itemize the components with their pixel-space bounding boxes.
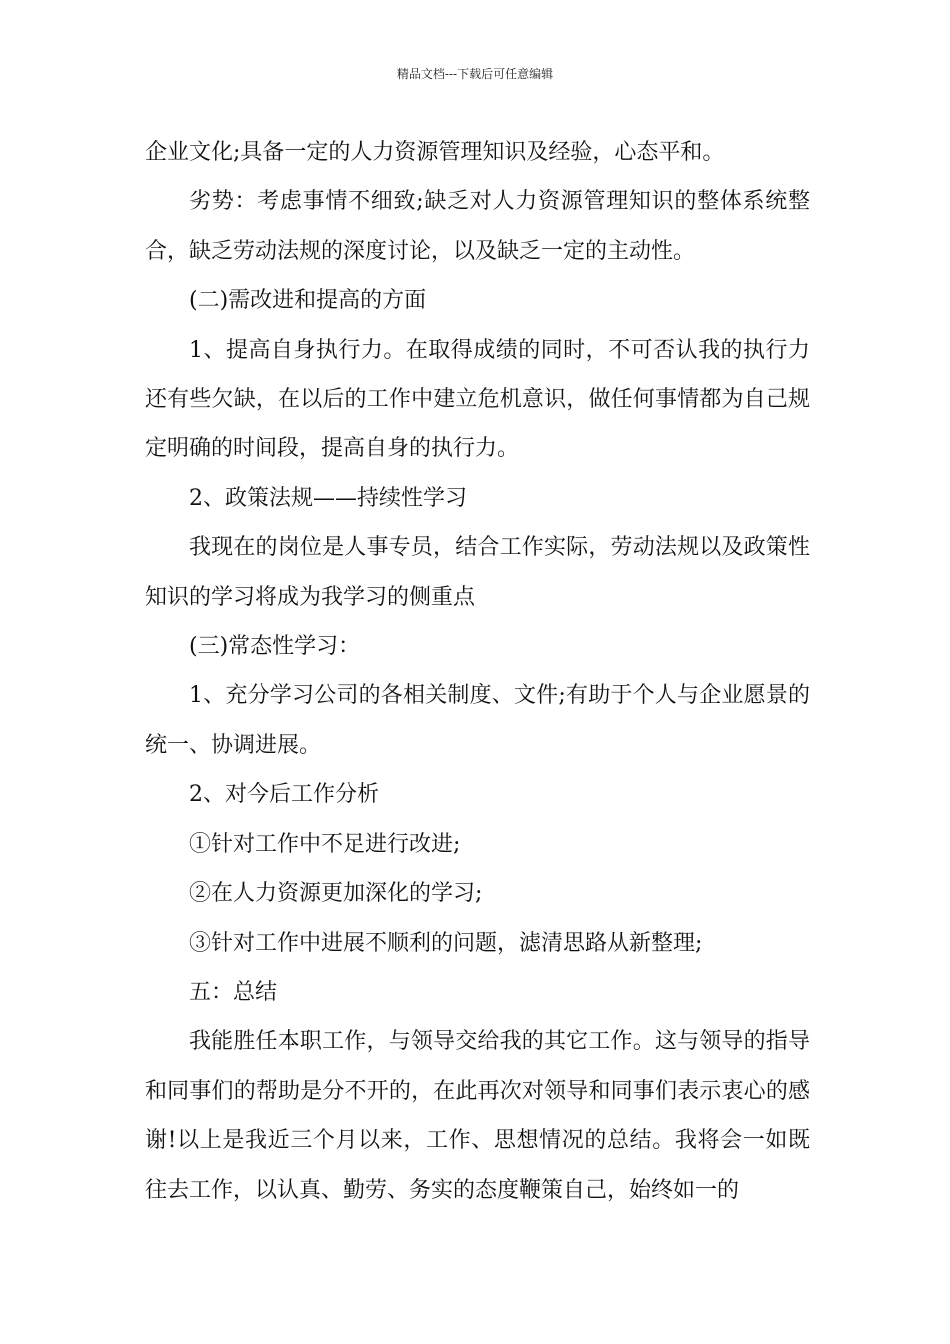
paragraph-14: 我能胜任本职工作，与领导交给我的其它工作。这与领导的指导和同事们的帮助是分不开的，在此再次对领导和同事们表示衷心的感谢!以上是我近三个月以来，工作、思想情况的总结。我将会一如既往去工作，以认真、勤劳、务实的态度鞭策自己，始终如一的	[145, 1029, 810, 1203]
paragraph-13: 五：总结	[189, 979, 278, 1005]
paragraph-2: 劣势：考虑事情不细致;缺乏对人力资源管理知识的整体系统整合，缺乏劳动法规的深度讨论，以及缺乏一定的主动性。	[145, 189, 810, 264]
paragraph-3: (二)需改进和提高的方面	[189, 288, 427, 314]
paragraph-10: ①针对工作中不足进行改进;	[189, 831, 461, 857]
paragraph-5: 2、政策法规——持续性学习	[189, 485, 467, 511]
paragraph-6: 我现在的岗位是人事专员，结合工作实际，劳动法规以及政策性知识的学习将成为我学习的侧重点	[145, 535, 810, 610]
paragraph-12: ③针对工作中进展不顺利的问题，滤清思路从新整理;	[189, 930, 703, 956]
document-body	[145, 128, 810, 1215]
paragraph-1: 企业文化;具备一定的人力资源管理知识及经验，心态平和。	[145, 140, 725, 165]
paragraph-4: 1、提高自身执行力。在取得成绩的同时，不可否认我的执行力还有些欠缺，在以后的工作中建立危机意识，做任何事情都为自己规定明确的时间段，提高自身的执行力。	[145, 337, 810, 462]
paragraph-8: 1、充分学习公司的各相关制度、文件;有助于个人与企业愿景的统一、协调进展。	[145, 683, 810, 758]
paragraph-7: (三)常态性学习：	[189, 634, 361, 660]
page-header: 精品文档---下载后可任意编辑	[396, 67, 554, 81]
paragraph-11: ②在人力资源更加深化的学习;	[189, 881, 483, 907]
paragraph-9: 2、对今后工作分析	[189, 782, 379, 808]
